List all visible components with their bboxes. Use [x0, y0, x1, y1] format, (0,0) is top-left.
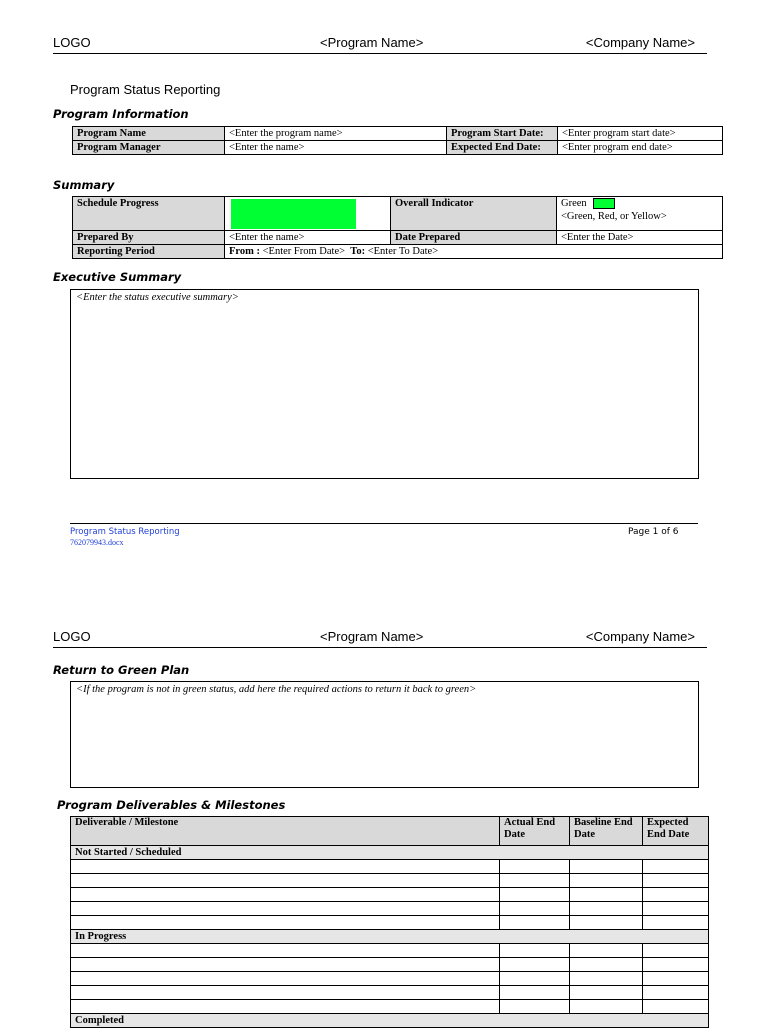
actual-end-cell[interactable]	[500, 986, 570, 1000]
group-label: Not Started / Scheduled	[71, 846, 709, 860]
col-actual-end-date: Actual End Date	[500, 817, 570, 846]
deliverables-header-row	[71, 817, 709, 846]
deliverable-cell[interactable]	[71, 916, 500, 930]
summary-heading: Summary	[53, 178, 115, 192]
baseline-end-cell[interactable]	[570, 944, 643, 958]
baseline-end-cell[interactable]	[570, 902, 643, 916]
deliverable-cell[interactable]	[71, 958, 500, 972]
actual-end-cell[interactable]	[500, 874, 570, 888]
schedule-progress-label: Schedule Progress	[73, 197, 225, 231]
deliverable-cell[interactable]	[71, 888, 500, 902]
reporting-period-label: Reporting Period	[73, 245, 225, 259]
expected-end-cell[interactable]	[643, 860, 709, 874]
group-row-completed	[71, 1014, 709, 1028]
program-information-heading: Program Information	[53, 107, 189, 121]
baseline-end-cell[interactable]	[570, 874, 643, 888]
group-label: Completed	[71, 1014, 709, 1028]
summary-table	[72, 196, 723, 259]
program-name-field[interactable]: <Enter the program name>	[225, 127, 447, 141]
table-row	[71, 1000, 709, 1014]
table-row	[71, 986, 709, 1000]
page-header	[53, 35, 707, 54]
program-manager-field[interactable]: <Enter the name>	[225, 141, 447, 155]
footer-title: Program Status Reporting	[70, 527, 180, 537]
deliverable-cell[interactable]	[71, 972, 500, 986]
program-name-label: Program Name	[73, 127, 225, 141]
baseline-end-cell[interactable]	[570, 958, 643, 972]
summary-row	[73, 245, 723, 259]
program-info-row	[73, 127, 723, 141]
program-start-date-field[interactable]: <Enter program start date>	[558, 127, 723, 141]
from-label: From :	[229, 246, 261, 257]
from-date-field[interactable]: <Enter From Date>	[262, 246, 346, 257]
executive-summary-box[interactable]	[70, 289, 699, 479]
table-row	[71, 860, 709, 874]
expected-end-cell[interactable]	[643, 874, 709, 888]
expected-end-cell[interactable]	[643, 1000, 709, 1014]
baseline-end-cell[interactable]	[570, 888, 643, 902]
expected-end-cell[interactable]	[643, 958, 709, 972]
date-prepared-field[interactable]: <Enter the Date>	[557, 231, 723, 245]
program-manager-label: Program Manager	[73, 141, 225, 155]
baseline-end-cell[interactable]	[570, 1000, 643, 1014]
table-row	[71, 972, 709, 986]
indicator-value: Green	[561, 198, 587, 209]
actual-end-cell[interactable]	[500, 902, 570, 916]
table-row	[71, 958, 709, 972]
program-information-table	[72, 126, 723, 155]
expected-end-cell[interactable]	[643, 888, 709, 902]
expected-end-date-field[interactable]: <Enter program end date>	[558, 141, 723, 155]
actual-end-cell[interactable]	[500, 1000, 570, 1014]
overall-indicator-cell[interactable]	[557, 197, 723, 231]
to-label: To:	[350, 246, 366, 257]
program-start-date-label: Program Start Date:	[447, 127, 558, 141]
deliverable-cell[interactable]	[71, 944, 500, 958]
table-row	[71, 888, 709, 902]
actual-end-cell[interactable]	[500, 916, 570, 930]
program-info-row	[73, 141, 723, 155]
indicator-options: <Green, Red, or Yellow>	[561, 211, 667, 222]
table-row	[71, 944, 709, 958]
return-to-green-heading: Return to Green Plan	[53, 663, 190, 677]
actual-end-cell[interactable]	[500, 860, 570, 874]
overall-indicator-label: Overall Indicator	[391, 197, 557, 231]
summary-row	[73, 197, 723, 231]
deliverable-cell[interactable]	[71, 986, 500, 1000]
schedule-progress-cell[interactable]	[225, 197, 391, 231]
deliverable-cell[interactable]	[71, 860, 500, 874]
logo-text: LOGO	[53, 629, 91, 644]
header-company-name: <Company Name>	[585, 35, 695, 50]
footer-filename: 762079943.docx	[70, 538, 124, 547]
expected-end-cell[interactable]	[643, 902, 709, 916]
actual-end-cell[interactable]	[500, 944, 570, 958]
group-row-not-started	[71, 846, 709, 860]
prepared-by-label: Prepared By	[73, 231, 225, 245]
col-deliverable-milestone: Deliverable / Milestone	[71, 817, 500, 846]
document-title: Program Status Reporting	[70, 82, 221, 97]
expected-end-cell[interactable]	[643, 986, 709, 1000]
return-to-green-box[interactable]	[70, 681, 699, 788]
header-program-name: <Program Name>	[320, 629, 424, 644]
deliverables-table	[70, 816, 709, 1028]
baseline-end-cell[interactable]	[570, 916, 643, 930]
executive-summary-placeholder: <Enter the status executive summary>	[76, 292, 239, 303]
executive-summary-heading: Executive Summary	[53, 270, 182, 284]
expected-end-cell[interactable]	[643, 944, 709, 958]
summary-row	[73, 231, 723, 245]
schedule-progress-indicator	[231, 199, 356, 229]
header-company-name: <Company Name>	[585, 629, 695, 644]
footer-rule	[70, 523, 698, 524]
expected-end-date-label: Expected End Date:	[447, 141, 558, 155]
deliverables-heading: Program Deliverables & Milestones	[57, 798, 286, 812]
actual-end-cell[interactable]	[500, 958, 570, 972]
deliverable-cell[interactable]	[71, 874, 500, 888]
header-program-name: <Program Name>	[320, 35, 424, 50]
baseline-end-cell[interactable]	[570, 972, 643, 986]
deliverable-cell[interactable]	[71, 1000, 500, 1014]
return-to-green-placeholder: <If the program is not in green status, add here the required actions to return it back to green>	[76, 684, 477, 695]
expected-end-cell[interactable]	[643, 972, 709, 986]
actual-end-cell[interactable]	[500, 972, 570, 986]
baseline-end-cell[interactable]	[570, 860, 643, 874]
date-prepared-label: Date Prepared	[391, 231, 557, 245]
table-row	[71, 902, 709, 916]
table-row	[71, 874, 709, 888]
to-date-field[interactable]: <Enter To Date>	[367, 246, 439, 257]
actual-end-cell[interactable]	[500, 888, 570, 902]
page-header	[53, 629, 707, 648]
logo-text: LOGO	[53, 35, 91, 50]
footer-page-number: Page 1 of 6	[628, 527, 679, 537]
group-row-in-progress	[71, 930, 709, 944]
prepared-by-field[interactable]: <Enter the name>	[225, 231, 391, 245]
reporting-period-field[interactable]	[225, 245, 723, 259]
baseline-end-cell[interactable]	[570, 986, 643, 1000]
group-label: In Progress	[71, 930, 709, 944]
table-row	[71, 916, 709, 930]
col-baseline-end-date: Baseline End Date	[570, 817, 643, 846]
indicator-swatch	[593, 198, 615, 209]
deliverable-cell[interactable]	[71, 902, 500, 916]
expected-end-cell[interactable]	[643, 916, 709, 930]
col-expected-end-date: Expected End Date	[643, 817, 709, 846]
